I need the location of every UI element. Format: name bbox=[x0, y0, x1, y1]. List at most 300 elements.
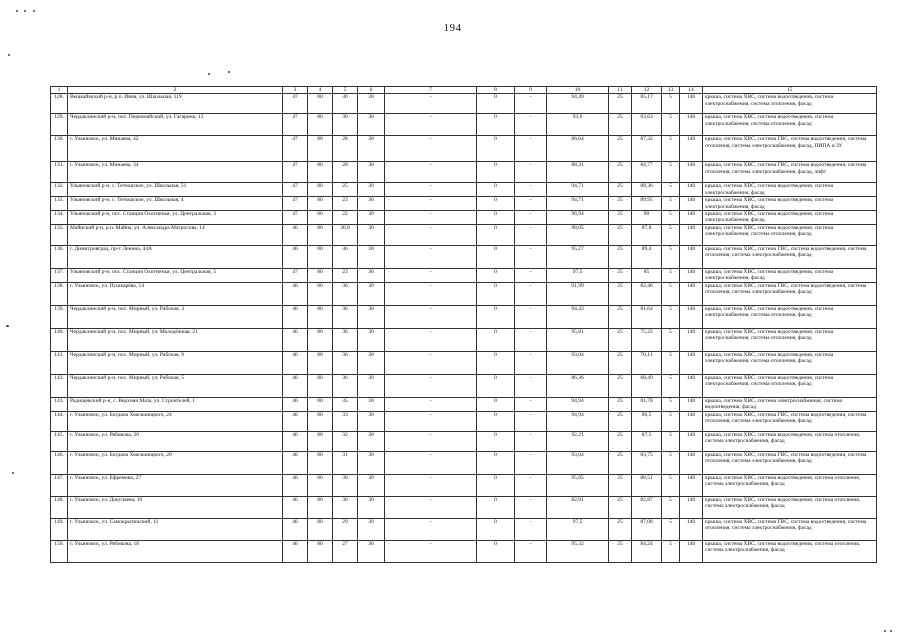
value-col-12: 90 bbox=[632, 211, 662, 225]
value-col-14: 140 bbox=[680, 183, 703, 197]
value-col-6: 30 bbox=[358, 114, 385, 136]
value-col-4: 80 bbox=[308, 351, 333, 374]
table-row bbox=[51, 351, 877, 374]
value-col-3: 47 bbox=[283, 94, 308, 114]
row-number: 136. bbox=[51, 245, 68, 268]
value-col-5: 35 bbox=[333, 397, 358, 411]
value-col-11: 25 bbox=[609, 245, 632, 268]
value-col-10: 92,21 bbox=[547, 431, 609, 451]
value-col-6: 30 bbox=[358, 431, 385, 451]
address-cell: Чердаклинский р-н, пос. Мирный, ул. Молодёжная, 21 bbox=[68, 328, 283, 351]
column-number: 6 bbox=[358, 87, 385, 94]
value-col-12: 87,5 bbox=[632, 431, 662, 451]
value-col-12: 70,11 bbox=[632, 351, 662, 374]
value-col-4: 80 bbox=[308, 411, 333, 431]
value-col-12: 87,08 bbox=[632, 518, 662, 540]
value-col-7: - bbox=[385, 474, 477, 496]
value-col-11: 25 bbox=[609, 474, 632, 496]
value-col-5: 32 bbox=[333, 431, 358, 451]
works-list-cell: крыша, система ХВС, система ГВС, система водоотведения, система отопления, система электроснабжения, фасад, ПИПА и ЗУ bbox=[703, 136, 877, 162]
works-list-cell: крыша, система ХВС, система водоотведения, система электроснабжения, система отопления, фасад bbox=[703, 374, 877, 397]
value-col-3: 46 bbox=[283, 328, 308, 351]
row-number: 133. bbox=[51, 197, 68, 211]
works-list-cell: крыша, система ХВС, система водоотведения, система электроснабжения, система отопления, фасад bbox=[703, 305, 877, 328]
table-row bbox=[51, 451, 877, 474]
column-number: 4 bbox=[308, 87, 333, 94]
value-col-3: 46 bbox=[283, 397, 308, 411]
address-cell: Майнский р-н, р.п. Майна, ул. Александра Матросова, 14 bbox=[68, 224, 283, 245]
table-row bbox=[51, 474, 877, 496]
value-col-10: 86,36 bbox=[547, 374, 609, 397]
row-number: 147. bbox=[51, 474, 68, 496]
works-list-cell: крыша, система ХВС, система водоотведения, система электроснабжения, фасад bbox=[703, 268, 877, 282]
value-col-7: - bbox=[385, 282, 477, 305]
value-col-10: 96,94 bbox=[547, 211, 609, 225]
column-number: 7 bbox=[385, 87, 477, 94]
table-row bbox=[51, 268, 877, 282]
address-cell: Чердаклинский р-н, пос. Мирный, ул. Рабочая, 3 bbox=[68, 305, 283, 328]
housing-repair-table bbox=[50, 86, 877, 563]
value-col-13: 5 bbox=[662, 162, 680, 183]
value-col-10: 98,05 bbox=[547, 224, 609, 245]
table-row bbox=[51, 162, 877, 183]
value-col-5: 36 bbox=[333, 351, 358, 374]
value-col-7: - bbox=[385, 114, 477, 136]
value-col-6: 30 bbox=[358, 451, 385, 474]
value-col-13: 5 bbox=[662, 305, 680, 328]
row-number: 148. bbox=[51, 496, 68, 518]
table-row bbox=[51, 305, 877, 328]
value-col-14: 140 bbox=[680, 268, 703, 282]
value-col-3: 46 bbox=[283, 282, 308, 305]
value-col-11: 25 bbox=[609, 224, 632, 245]
value-col-13: 5 bbox=[662, 496, 680, 518]
value-col-14: 140 bbox=[680, 136, 703, 162]
address-cell: Ульяновский р-н, пос. Станция Охотничья, ул. Центральная, 5 bbox=[68, 268, 283, 282]
scan-speck bbox=[8, 54, 10, 56]
column-number: 9 bbox=[515, 87, 547, 94]
value-col-9: - bbox=[515, 282, 547, 305]
value-col-13: 5 bbox=[662, 268, 680, 282]
column-number: 2 bbox=[68, 87, 283, 94]
value-col-10: 94,43 bbox=[547, 305, 609, 328]
column-number-row bbox=[51, 87, 877, 94]
value-col-4: 80 bbox=[308, 183, 333, 197]
value-col-7: - bbox=[385, 540, 477, 562]
row-number: 145. bbox=[51, 431, 68, 451]
value-col-8: 0 bbox=[477, 374, 515, 397]
value-col-4: 80 bbox=[308, 328, 333, 351]
value-col-4: 80 bbox=[308, 268, 333, 282]
value-col-3: 46 bbox=[283, 374, 308, 397]
value-col-10: 82,81 bbox=[547, 496, 609, 518]
value-col-5: 36 bbox=[333, 305, 358, 328]
value-col-9: - bbox=[515, 305, 547, 328]
value-col-7: - bbox=[385, 305, 477, 328]
value-col-9: - bbox=[515, 224, 547, 245]
value-col-4: 80 bbox=[308, 540, 333, 562]
table-row bbox=[51, 197, 877, 211]
value-col-7: - bbox=[385, 197, 477, 211]
value-col-8: 0 bbox=[477, 94, 515, 114]
value-col-13: 5 bbox=[662, 282, 680, 305]
value-col-12: 87,32 bbox=[632, 136, 662, 162]
value-col-12: 85,17 bbox=[632, 94, 662, 114]
value-col-5: 28 bbox=[333, 136, 358, 162]
value-col-11: 25 bbox=[609, 411, 632, 431]
works-list-cell: крыша, система ХВС, система водоотведения, система электроснабжения, система отопления, фасад bbox=[703, 328, 877, 351]
value-col-10: 95,85 bbox=[547, 474, 609, 496]
value-col-8: 0 bbox=[477, 474, 515, 496]
value-col-6: 30 bbox=[358, 268, 385, 282]
value-col-10: 97,5 bbox=[547, 268, 609, 282]
value-col-8: 0 bbox=[477, 305, 515, 328]
value-col-10: 95,81 bbox=[547, 328, 609, 351]
value-col-5: 33 bbox=[333, 411, 358, 431]
value-col-7: - bbox=[385, 224, 477, 245]
value-col-13: 5 bbox=[662, 245, 680, 268]
value-col-8: 0 bbox=[477, 183, 515, 197]
value-col-12: 88,36 bbox=[632, 183, 662, 197]
column-number: 14 bbox=[680, 87, 703, 94]
value-col-13: 5 bbox=[662, 451, 680, 474]
address-cell: Вешкаймский р-н, р.п. Ивня, ул. Школьная, 119 bbox=[68, 94, 283, 114]
value-col-7: - bbox=[385, 374, 477, 397]
works-list-cell: крыша, система ХВС, система водоотведения, система электроснабжения, система отопления, фасад bbox=[703, 224, 877, 245]
table-row bbox=[51, 282, 877, 305]
works-list-cell: крыша, система ХВС, система электроснабжения, система водоотведения, фасад bbox=[703, 397, 877, 411]
value-col-14: 140 bbox=[680, 282, 703, 305]
value-col-5: 30 bbox=[333, 94, 358, 114]
row-number: 141. bbox=[51, 351, 68, 374]
value-col-12: 86,5 bbox=[632, 411, 662, 431]
value-col-6: 30 bbox=[358, 496, 385, 518]
value-col-3: 47 bbox=[283, 114, 308, 136]
address-cell: г. Ульяновск, ул. Рябикова, 18 bbox=[68, 540, 283, 562]
scan-speck bbox=[228, 71, 230, 73]
value-col-14: 140 bbox=[680, 245, 703, 268]
value-col-5: 30 bbox=[333, 474, 358, 496]
address-cell: г. Ульяновск, ул. Докучаева, 10 bbox=[68, 496, 283, 518]
value-col-9: - bbox=[515, 374, 547, 397]
value-col-6: 30 bbox=[358, 397, 385, 411]
scan-speck bbox=[16, 10, 18, 12]
value-col-3: 46 bbox=[283, 451, 308, 474]
table-row bbox=[51, 328, 877, 351]
value-col-9: - bbox=[515, 245, 547, 268]
value-col-8: 0 bbox=[477, 431, 515, 451]
value-col-10: 94,94 bbox=[547, 411, 609, 431]
value-col-10: 93,04 bbox=[547, 351, 609, 374]
row-number: 150. bbox=[51, 540, 68, 562]
value-col-8: 0 bbox=[477, 540, 515, 562]
value-col-11: 25 bbox=[609, 374, 632, 397]
row-number: 130. bbox=[51, 136, 68, 162]
value-col-4: 80 bbox=[308, 224, 333, 245]
value-col-11: 25 bbox=[609, 451, 632, 474]
value-col-9: - bbox=[515, 474, 547, 496]
value-col-11: 25 bbox=[609, 136, 632, 162]
value-col-10: 91,99 bbox=[547, 282, 609, 305]
value-col-3: 46 bbox=[283, 474, 308, 496]
value-col-13: 5 bbox=[662, 183, 680, 197]
works-list-cell: крыша, система ХВС, система водоотведения, система отопления, система электроснабжения, фасад bbox=[703, 540, 877, 562]
value-col-13: 5 bbox=[662, 328, 680, 351]
value-col-5: 30 bbox=[333, 114, 358, 136]
value-col-14: 140 bbox=[680, 114, 703, 136]
value-col-14: 140 bbox=[680, 305, 703, 328]
value-col-8: 0 bbox=[477, 211, 515, 225]
value-col-4: 80 bbox=[308, 197, 333, 211]
value-col-6: 30 bbox=[358, 411, 385, 431]
row-number: 135. bbox=[51, 224, 68, 245]
value-col-7: - bbox=[385, 451, 477, 474]
table-row bbox=[51, 211, 877, 225]
row-number: 131. bbox=[51, 162, 68, 183]
value-col-12: 83,75 bbox=[632, 451, 662, 474]
value-col-11: 25 bbox=[609, 197, 632, 211]
value-col-3: 47 bbox=[283, 183, 308, 197]
table-row bbox=[51, 518, 877, 540]
value-col-11: 25 bbox=[609, 94, 632, 114]
value-col-13: 5 bbox=[662, 114, 680, 136]
value-col-11: 25 bbox=[609, 305, 632, 328]
table-row bbox=[51, 224, 877, 245]
value-col-11: 25 bbox=[609, 183, 632, 197]
value-col-5: 25 bbox=[333, 183, 358, 197]
value-col-6: 30 bbox=[358, 136, 385, 162]
address-cell: г. Ульяновск, ул. Богдана Хмельницкого, 20 bbox=[68, 451, 283, 474]
value-col-5: 23 bbox=[333, 268, 358, 282]
value-col-7: - bbox=[385, 162, 477, 183]
row-number: 149. bbox=[51, 518, 68, 540]
value-col-3: 46 bbox=[283, 224, 308, 245]
value-col-4: 80 bbox=[308, 451, 333, 474]
address-cell: Ульяновский р-н, с. Тетюшское, ул. Школьная, 51 bbox=[68, 183, 283, 197]
row-number: 132. bbox=[51, 183, 68, 197]
value-col-6: 30 bbox=[358, 374, 385, 397]
value-col-6: 30 bbox=[358, 162, 385, 183]
table-row bbox=[51, 411, 877, 431]
address-cell: Радищевский р-н, с. Верхняя Маза, ул. Строителей, 1 bbox=[68, 397, 283, 411]
value-col-6: 30 bbox=[358, 305, 385, 328]
value-col-7: - bbox=[385, 431, 477, 451]
value-col-12: 82,46 bbox=[632, 282, 662, 305]
value-col-6: 30 bbox=[358, 94, 385, 114]
value-col-12: 81,78 bbox=[632, 397, 662, 411]
address-cell: Чердаклинский р-н, пос. Первомайский, ул. Гагарина, 13 bbox=[68, 114, 283, 136]
value-col-4: 80 bbox=[308, 94, 333, 114]
value-col-8: 0 bbox=[477, 224, 515, 245]
row-number: 143. bbox=[51, 397, 68, 411]
value-col-12: 75,22 bbox=[632, 328, 662, 351]
value-col-8: 0 bbox=[477, 411, 515, 431]
value-col-10: 94,71 bbox=[547, 183, 609, 197]
table-row bbox=[51, 245, 877, 268]
value-col-5: 31 bbox=[333, 451, 358, 474]
value-col-12: 84,77 bbox=[632, 162, 662, 183]
value-col-4: 80 bbox=[308, 431, 333, 451]
value-col-3: 46 bbox=[283, 411, 308, 431]
works-list-cell: крыша, система ХВС, система водоотведения, система электроснабжения, система отопления, фасад bbox=[703, 351, 877, 374]
value-col-7: - bbox=[385, 245, 477, 268]
value-col-12: 84,24 bbox=[632, 540, 662, 562]
column-number: 1 bbox=[51, 87, 68, 94]
value-col-11: 25 bbox=[609, 431, 632, 451]
value-col-13: 5 bbox=[662, 136, 680, 162]
value-col-5: 27 bbox=[333, 540, 358, 562]
value-col-4: 80 bbox=[308, 474, 333, 496]
table-row bbox=[51, 114, 877, 136]
value-col-12: 89,4 bbox=[632, 245, 662, 268]
value-col-13: 5 bbox=[662, 211, 680, 225]
address-cell: Чердаклинский р-н, пос. Мирный, ул. Рабочая, 9 bbox=[68, 351, 283, 374]
value-col-13: 5 bbox=[662, 94, 680, 114]
value-col-9: - bbox=[515, 431, 547, 451]
works-list-cell: крыша, система ХВС, система водоотведения, система электроснабжения, фасад bbox=[703, 197, 877, 211]
works-list-cell: крыша, система ХВС, система водоотведения, система электроснабжения, фасад bbox=[703, 211, 877, 225]
value-col-12: 81,64 bbox=[632, 305, 662, 328]
address-cell: г. Ульяновск, ул. Рябикова, 20 bbox=[68, 431, 283, 451]
scan-speck bbox=[890, 630, 892, 632]
table-row bbox=[51, 397, 877, 411]
address-cell: г. Ульяновск, ул. Самокрытинский, 11 bbox=[68, 518, 283, 540]
row-number: 144. bbox=[51, 411, 68, 431]
value-col-6: 30 bbox=[358, 328, 385, 351]
value-col-6: 30 bbox=[358, 224, 385, 245]
column-number: 5 bbox=[333, 87, 358, 94]
value-col-10: 94,71 bbox=[547, 197, 609, 211]
value-col-10: 95,32 bbox=[547, 540, 609, 562]
value-col-11: 25 bbox=[609, 397, 632, 411]
value-col-12: 87,8 bbox=[632, 224, 662, 245]
value-col-13: 5 bbox=[662, 540, 680, 562]
value-col-8: 0 bbox=[477, 397, 515, 411]
value-col-3: 46 bbox=[283, 496, 308, 518]
value-col-10: 93,6 bbox=[547, 114, 609, 136]
value-col-14: 140 bbox=[680, 162, 703, 183]
value-col-11: 25 bbox=[609, 282, 632, 305]
value-col-8: 0 bbox=[477, 518, 515, 540]
value-col-9: - bbox=[515, 451, 547, 474]
value-col-10: 88,31 bbox=[547, 162, 609, 183]
value-col-5: 22 bbox=[333, 211, 358, 225]
value-col-3: 46 bbox=[283, 351, 308, 374]
value-col-6: 30 bbox=[358, 540, 385, 562]
value-col-8: 0 bbox=[477, 328, 515, 351]
address-cell: г. Ульяновск, ул. Минаева, 34 bbox=[68, 162, 283, 183]
scan-speck bbox=[884, 630, 886, 632]
value-col-5: 36 bbox=[333, 374, 358, 397]
value-col-11: 25 bbox=[609, 328, 632, 351]
works-list-cell: крыша, система ХВС, система ГВС, система водоотведения, система отопления, система электроснабжения, фасад bbox=[703, 245, 877, 268]
value-col-3: 46 bbox=[283, 518, 308, 540]
value-col-9: - bbox=[515, 211, 547, 225]
value-col-7: - bbox=[385, 351, 477, 374]
value-col-9: - bbox=[515, 518, 547, 540]
scan-speck bbox=[12, 472, 14, 474]
value-col-8: 0 bbox=[477, 351, 515, 374]
value-col-14: 140 bbox=[680, 351, 703, 374]
works-list-cell: крыша, система ХВС, система водоотведения, система электроснабжения, система отопления, фасад bbox=[703, 114, 877, 136]
value-col-4: 80 bbox=[308, 211, 333, 225]
row-number: 129. bbox=[51, 114, 68, 136]
value-col-9: - bbox=[515, 411, 547, 431]
value-col-9: - bbox=[515, 351, 547, 374]
value-col-4: 80 bbox=[308, 245, 333, 268]
value-col-8: 0 bbox=[477, 162, 515, 183]
value-col-8: 0 bbox=[477, 197, 515, 211]
value-col-13: 5 bbox=[662, 351, 680, 374]
value-col-8: 0 bbox=[477, 114, 515, 136]
value-col-9: - bbox=[515, 94, 547, 114]
value-col-7: - bbox=[385, 411, 477, 431]
table-row bbox=[51, 374, 877, 397]
column-number: 12 bbox=[632, 87, 662, 94]
value-col-10: 97,5 bbox=[547, 518, 609, 540]
address-cell: г. Ульяновск, ул. Минаева, 42 bbox=[68, 136, 283, 162]
value-col-7: - bbox=[385, 328, 477, 351]
address-cell: Ульяновский р-н, с. Тетюшское, ул. Школьная, 4 bbox=[68, 197, 283, 211]
scan-speck bbox=[24, 10, 26, 12]
value-col-9: - bbox=[515, 328, 547, 351]
value-col-12: 85 bbox=[632, 268, 662, 282]
value-col-4: 80 bbox=[308, 397, 333, 411]
value-col-14: 140 bbox=[680, 496, 703, 518]
value-col-9: - bbox=[515, 114, 547, 136]
value-col-13: 5 bbox=[662, 474, 680, 496]
works-list-cell: крыша, система ХВС, система водоотведения, система отопления, система электроснабжения, фасад bbox=[703, 431, 877, 451]
value-col-6: 30 bbox=[358, 351, 385, 374]
value-col-4: 80 bbox=[308, 518, 333, 540]
value-col-14: 140 bbox=[680, 540, 703, 562]
value-col-9: - bbox=[515, 136, 547, 162]
value-col-4: 80 bbox=[308, 496, 333, 518]
value-col-5: 36 bbox=[333, 282, 358, 305]
value-col-11: 25 bbox=[609, 211, 632, 225]
works-list-cell: крыша, система ХВС, система водоотведения, система отопления, система электроснабжения, фасад bbox=[703, 496, 877, 518]
value-col-14: 140 bbox=[680, 411, 703, 431]
works-list-cell: крыша, система ХВС, система ГВС, система водоотведения, система отопления, система электроснабжения, фасад bbox=[703, 518, 877, 540]
value-col-14: 140 bbox=[680, 211, 703, 225]
table-row bbox=[51, 94, 877, 114]
row-number: 137. bbox=[51, 268, 68, 282]
value-col-10: 86,64 bbox=[547, 136, 609, 162]
works-list-cell: крыша, система ХВС, система ГВС, система водоотведения, система отопления, система электроснабжения, фасад, лифт bbox=[703, 162, 877, 183]
value-col-3: 47 bbox=[283, 162, 308, 183]
value-col-10: 94,94 bbox=[547, 397, 609, 411]
row-number: 134. bbox=[51, 211, 68, 225]
value-col-9: - bbox=[515, 183, 547, 197]
works-list-cell: крыша, система ХВС, система водоотведения, система электроснабжения, система отопления, фасад bbox=[703, 94, 877, 114]
value-col-14: 140 bbox=[680, 224, 703, 245]
value-col-9: - bbox=[515, 197, 547, 211]
value-col-13: 5 bbox=[662, 431, 680, 451]
column-number: 10 bbox=[547, 87, 609, 94]
value-col-9: - bbox=[515, 397, 547, 411]
value-col-3: 47 bbox=[283, 268, 308, 282]
works-list-cell: крыша, система ХВС, система ГВС, система водоотведения, система отопления, система электроснабжения, фасад bbox=[703, 411, 877, 431]
works-list-cell: крыша, система ХВС, система ГВС, система водоотведения, система отопления, система электроснабжения, фасад bbox=[703, 282, 877, 305]
value-col-13: 5 bbox=[662, 374, 680, 397]
value-col-5: 30 bbox=[333, 496, 358, 518]
works-list-cell: крыша, система ХВС, система водоотведения, система отопления, система электроснабжения, фасад bbox=[703, 474, 877, 496]
value-col-11: 25 bbox=[609, 351, 632, 374]
row-number: 142. bbox=[51, 374, 68, 397]
value-col-10: 93,04 bbox=[547, 451, 609, 474]
page-number: 194 bbox=[443, 22, 462, 34]
scan-speck bbox=[208, 73, 210, 75]
